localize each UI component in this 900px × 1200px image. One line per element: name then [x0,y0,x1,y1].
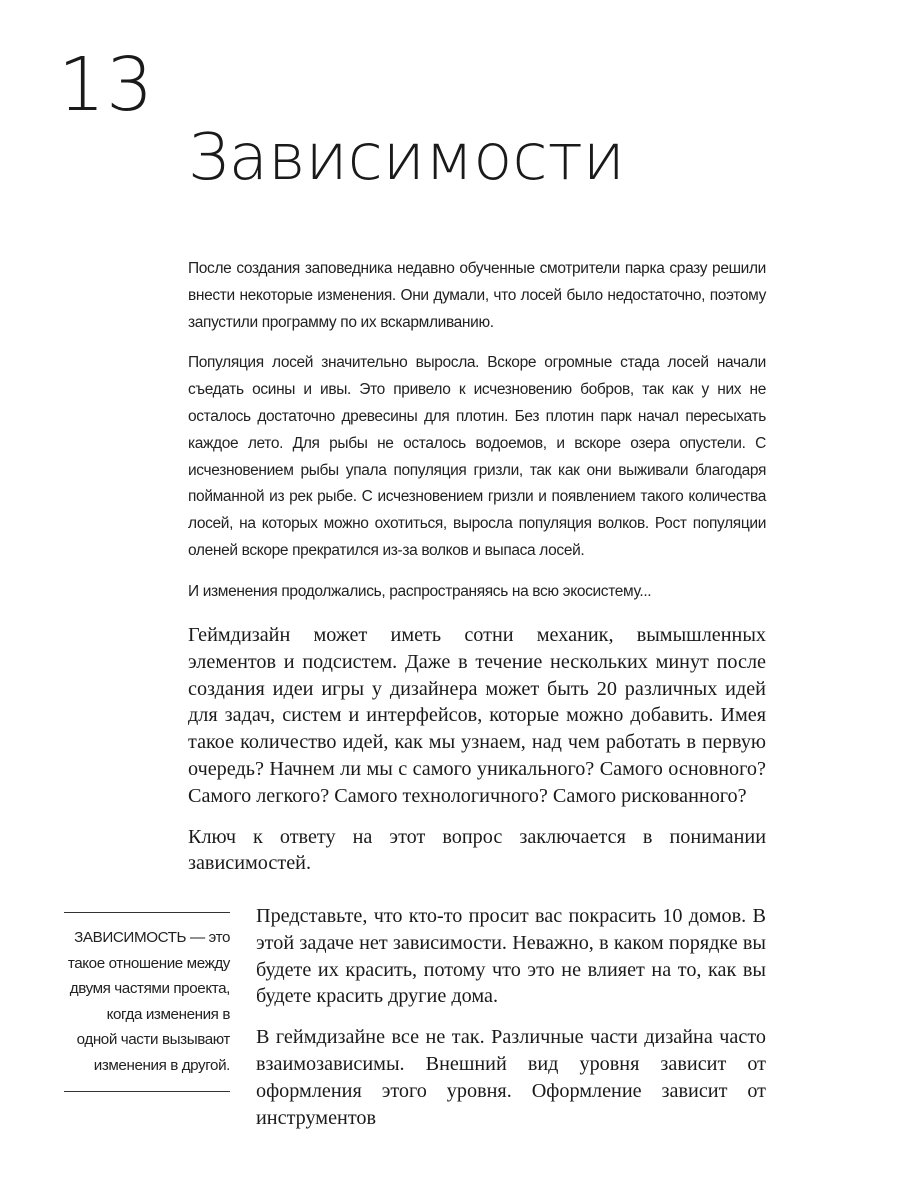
definition-sidebar [64,912,230,1092]
main-text-block [188,622,766,891]
sidebar-term: ЗАВИСИМОСТЬ [74,929,187,946]
intro-block [188,256,766,620]
intro-paragraph: После создания заповедника недавно обученные смотрители парка сразу решили внести некоторые изменения. Они думали, что лосей было недостаточно, поэтому запустили программу по их вскармливанию. [188,260,766,331]
sidebar-definition: — это такое отношение между двумя частями проекта, когда изменения в одной части вызывают изменения в другой. [67,929,230,1074]
intro-paragraph: И изменения продолжались, распространяясь на всю экосистему... [188,582,652,600]
chapter-number: 13 [58,42,155,128]
body-paragraph: Представьте, что кто-то просит вас покрасить 10 домов. В этой задаче нет зависимости. Неважно, в каком порядке вы будете их красить, потому что это не влияет на то, как вы будете красить другие дома. [256,905,766,1008]
body-paragraph: В геймдизайне все не так. Различные части дизайна часто взаимозависимы. Внешний вид уровня зависит от оформления этого уровня. Оформление зависит от инструментов [256,1026,766,1129]
body-paragraph: Геймдизайн может иметь сотни механик, вымышленных элементов и подсистем. Даже в течение нескольких минут после создания идеи игры у дизайнера может быть 20 различных идей для задач, систем и интерфейсов, которые можно добавить. Имея такое количество идей, как мы узнаем, над чем работать в первую очередь? Начнем ли мы с самого уникального? Самого основного? Самого легкого? Самого технологичного? Самого рискованного? [188,624,766,807]
chapter-title: Зависимости [188,121,625,195]
intro-paragraph: Популяция лосей значительно выросла. Вскоре огромные стада лосей начали съедать осины и ивы. Это привело к исчезновению бобров, так как у них не осталось достаточно древесины для плотин. Без плотин парк начал пересыхать каждое лето. Для рыбы не осталось водоемов, и вскоре озера опустели. С исчезновением рыбы упала популяция гризли, так как они выживали благодаря пойманной из рек рыбе. С исчезновением гризли и появлением такого количества лосей, на которых можно охотиться, выросла популяция волков. Рост популяции оленей вскоре прекратился из-за волков и выпаса лосей. [188,354,766,559]
main-text-lower-block [256,903,766,1145]
body-paragraph: Ключ к ответу на этот вопрос заключается в понимании зависимостей. [188,825,766,875]
